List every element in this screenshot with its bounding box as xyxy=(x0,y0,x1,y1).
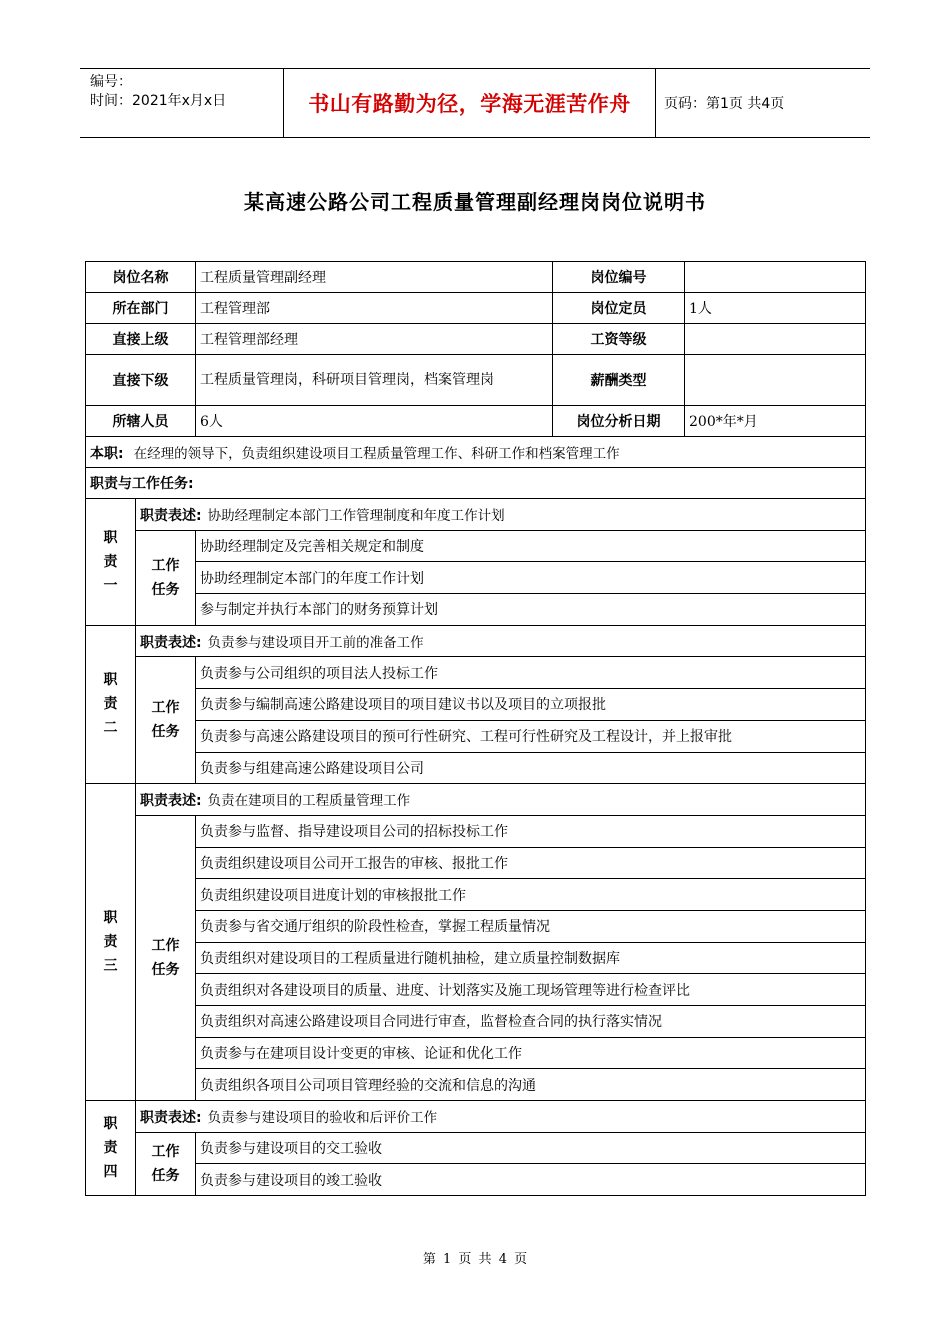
duty-statement-text: 负责参与建设项目开工前的准备工作 xyxy=(207,634,424,651)
duty-summary-label: 本职: xyxy=(90,445,124,462)
salary-type-value xyxy=(685,355,866,406)
duty-statement-text: 负责参与建设项目的验收和后评价工作 xyxy=(207,1109,438,1126)
post-no-label: 岗位编号 xyxy=(553,262,685,293)
work-task-item: 负责组织对建设项目的工程质量进行随机抽检，建立质量控制数据库 xyxy=(196,942,866,974)
work-task-item: 负责组织对高速公路建设项目合同进行审查，监督检查合同的执行落实情况 xyxy=(196,1006,866,1038)
work-task-label-line: 工作 xyxy=(151,700,180,717)
work-task-label xyxy=(136,657,196,784)
work-task-label xyxy=(136,1132,196,1195)
staff-value: 6人 xyxy=(196,406,553,437)
doc-number-label: 编号： xyxy=(90,74,132,90)
duty-label-char: 责 xyxy=(103,696,118,713)
work-task-item: 负责参与省交通厅组织的阶段性检查，掌握工程质量情况 xyxy=(196,910,866,942)
duty-label-char: 二 xyxy=(103,720,118,737)
quota-label: 岗位定员 xyxy=(553,293,685,324)
header-meta xyxy=(80,69,280,137)
salary-type-label: 薪酬类型 xyxy=(553,355,685,406)
duty-label-char: 职 xyxy=(103,529,118,546)
work-task-item: 负责参与监督、指导建设项目公司的招标投标工作 xyxy=(196,815,866,847)
duty-statement xyxy=(136,1101,866,1133)
work-task-label-line: 工作 xyxy=(151,557,180,574)
work-task-label xyxy=(136,815,196,1100)
post-name-label: 岗位名称 xyxy=(86,262,196,293)
dept-label: 所在部门 xyxy=(86,293,196,324)
subordinate-value: 工程质量管理岗，科研项目管理岗，档案管理岗 xyxy=(196,355,553,406)
job-description-table xyxy=(85,261,866,1196)
document-title: 某高速公路公司工程质量管理副经理岗岗位说明书 xyxy=(244,190,706,214)
duty-label xyxy=(86,625,136,783)
duty-statement-label: 职责表述: xyxy=(140,634,202,651)
duty-statement-label: 职责表述: xyxy=(140,507,202,524)
duty-label-char: 责 xyxy=(103,1140,118,1157)
duty-label-char: 三 xyxy=(103,958,118,975)
duty-statement xyxy=(136,499,866,531)
duty-label xyxy=(86,784,136,1101)
analysis-date-label: 岗位分析日期 xyxy=(553,406,685,437)
work-task-item: 负责参与组建高速公路建设项目公司 xyxy=(196,752,866,784)
duty-statement-label: 职责表述: xyxy=(140,793,202,810)
header-page-number: 页码：第1页 共4页 xyxy=(664,96,785,112)
work-task-item: 负责参与在建项目设计变更的审核、论证和优化工作 xyxy=(196,1037,866,1069)
work-task-item: 负责组织对各建设项目的质量、进度、计划落实及施工现场管理等进行检查评比 xyxy=(196,974,866,1006)
work-task-item: 负责参与高速公路建设项目的预可行性研究、工程可行性研究及工程设计，并上报审批 xyxy=(196,720,866,752)
work-task-item: 协助经理制定本部门的年度工作计划 xyxy=(196,562,866,594)
work-task-item: 负责组织各项目公司项目管理经验的交流和信息的沟通 xyxy=(196,1069,866,1101)
work-task-label-line: 任务 xyxy=(151,961,180,978)
work-task-item: 参与制定并执行本部门的财务预算计划 xyxy=(196,594,866,626)
work-task-label-line: 任务 xyxy=(151,1167,180,1184)
header-motto: 书山有路勤为径，学海无涯苦作舟 xyxy=(283,69,656,137)
work-task-item: 负责参与编制高速公路建设项目的项目建议书以及项目的立项报批 xyxy=(196,689,866,721)
work-task-item: 负责组织建设项目公司开工报告的审核、报批工作 xyxy=(196,847,866,879)
duty-statement-text: 协助经理制定本部门工作管理制度和年度工作计划 xyxy=(207,507,505,524)
grade-label: 工资等级 xyxy=(553,324,685,355)
duty-summary-text: 在经理的领导下，负责组织建设项目工程质量管理工作、科研工作和档案管理工作 xyxy=(133,445,620,462)
doc-date-label: 时间：2021年x月x日 xyxy=(90,93,227,109)
duty-label-char: 职 xyxy=(103,672,118,689)
dept-value: 工程管理部 xyxy=(196,293,553,324)
work-task-item: 协助经理制定及完善相关规定和制度 xyxy=(196,530,866,562)
superior-label: 直接上级 xyxy=(86,324,196,355)
subordinate-label: 直接下级 xyxy=(86,355,196,406)
page-footer: 第 1 页 共 4 页 xyxy=(422,1252,528,1267)
superior-value: 工程管理部经理 xyxy=(196,324,553,355)
work-task-item: 负责参与公司组织的项目法人投标工作 xyxy=(196,657,866,689)
grade-value xyxy=(685,324,866,355)
duty-label-char: 责 xyxy=(103,553,118,570)
work-task-label-line: 工作 xyxy=(151,937,180,954)
duties-heading: 职责与工作任务: xyxy=(86,468,866,499)
page-header xyxy=(80,68,870,138)
post-no-value xyxy=(685,262,866,293)
analysis-date-value: 200*年*月 xyxy=(685,406,866,437)
duty-statement-text: 负责在建项目的工程质量管理工作 xyxy=(207,793,411,810)
work-task-label xyxy=(136,530,196,625)
quota-value: 1人 xyxy=(685,293,866,324)
duty-label-char: 四 xyxy=(103,1164,118,1181)
duty-statement xyxy=(136,625,866,657)
duty-label-char: 职 xyxy=(103,910,118,927)
duty-label xyxy=(86,499,136,626)
work-task-item: 负责组织建设项目进度计划的审核报批工作 xyxy=(196,879,866,911)
duty-statement xyxy=(136,784,866,816)
work-task-item: 负责参与建设项目的交工验收 xyxy=(196,1132,866,1164)
work-task-label-line: 工作 xyxy=(151,1143,180,1160)
duty-statement-label: 职责表述: xyxy=(140,1109,202,1126)
duty-label-char: 一 xyxy=(103,577,118,594)
duty-label-char: 责 xyxy=(103,934,118,951)
duty-label-char: 职 xyxy=(103,1116,118,1133)
work-task-label-line: 任务 xyxy=(151,724,180,741)
duty-summary xyxy=(86,437,866,468)
work-task-label-line: 任务 xyxy=(151,581,180,598)
post-name-value: 工程质量管理副经理 xyxy=(196,262,553,293)
staff-label: 所辖人员 xyxy=(86,406,196,437)
duty-label xyxy=(86,1101,136,1196)
work-task-item: 负责参与建设项目的竣工验收 xyxy=(196,1164,866,1196)
